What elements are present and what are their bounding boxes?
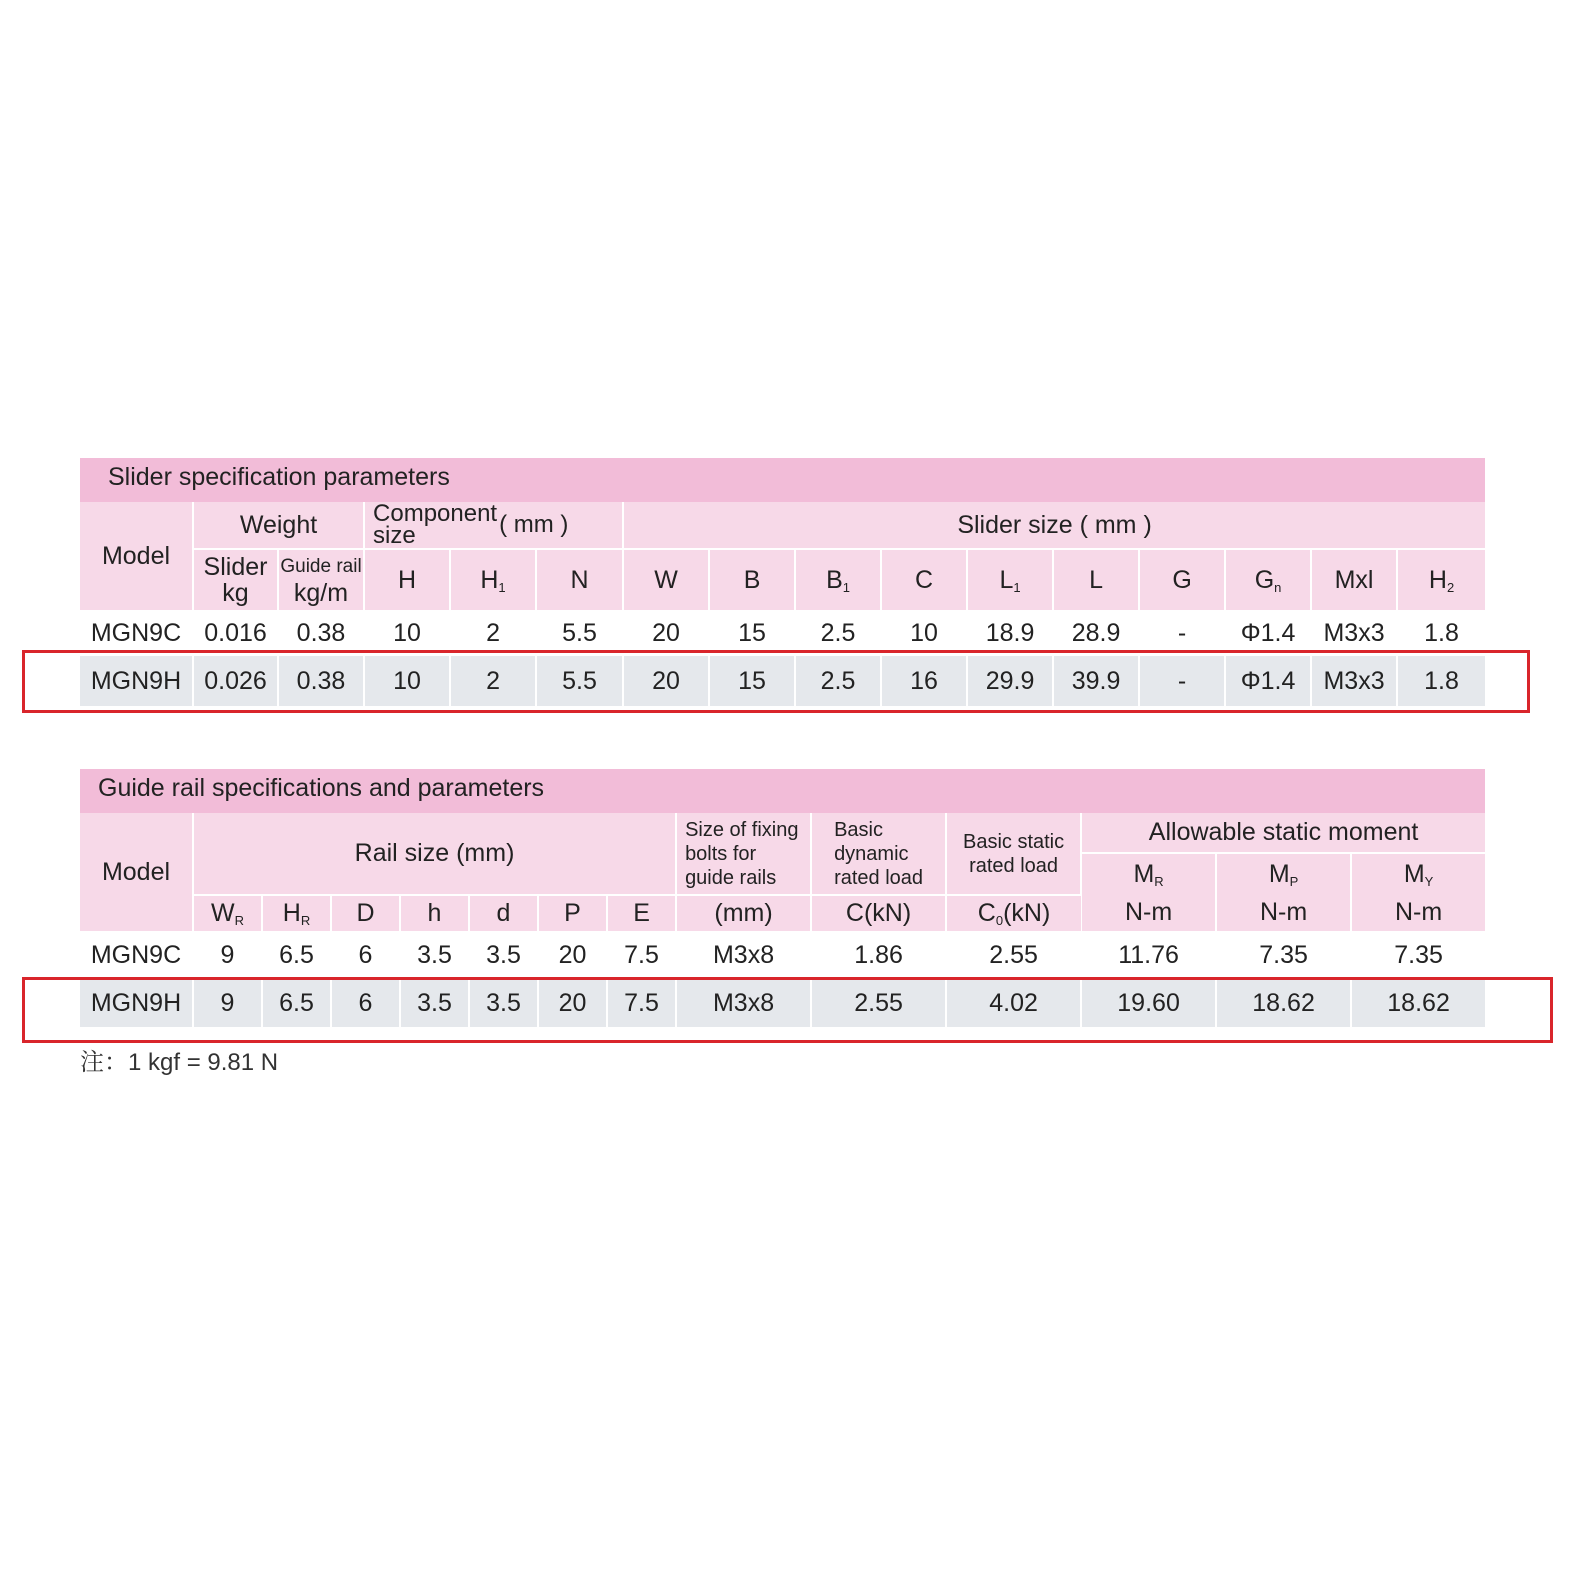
cell: 39.9	[1053, 655, 1139, 707]
cell: 10	[364, 655, 450, 707]
static-load-line1: Basic static	[962, 830, 1065, 853]
col-Gn-sub: n	[1274, 579, 1282, 595]
cell: 3.5	[400, 978, 469, 1028]
cell: 20	[623, 611, 709, 655]
rail-weight-header	[278, 549, 364, 611]
col-H2	[1397, 549, 1485, 611]
col-P: P	[538, 895, 607, 932]
cell: 3.5	[469, 978, 538, 1028]
col-H: H	[364, 549, 450, 611]
slider-table-title: Slider specification parameters	[80, 458, 1485, 502]
col-MR-unit: N-m	[1124, 897, 1173, 926]
col-H1-sub: 1	[498, 579, 506, 595]
rail-weight-label: Guide rail	[280, 556, 362, 577]
col-H1	[450, 549, 536, 611]
weight-header: Weight	[193, 502, 364, 549]
component-size-unit: ( mm )	[499, 511, 569, 538]
col-Gn-label: G	[1254, 565, 1275, 594]
col-MP-sub: P	[1289, 873, 1299, 889]
dynamic-load-line1: Basic	[834, 818, 883, 841]
rail-weight-unit: kg/m	[293, 579, 349, 607]
cell: 29.9	[967, 655, 1053, 707]
cell: Φ1.4	[1225, 611, 1311, 655]
highlight-box-rail	[22, 977, 1553, 1043]
col-HR	[262, 895, 331, 932]
cell: 15	[709, 611, 795, 655]
col-C0-sub: 0	[995, 913, 1004, 928]
slider-weight-header	[193, 549, 278, 611]
slider-size-header: Slider size ( mm )	[623, 502, 1485, 549]
cell: 6.5	[262, 978, 331, 1028]
col-WR-sub: R	[234, 913, 244, 928]
model-header: Model	[80, 502, 193, 611]
col-d: d	[469, 895, 538, 932]
col-C: C	[881, 549, 967, 611]
cell: 7.35	[1216, 932, 1351, 978]
col-L1-sub: 1	[1013, 579, 1021, 595]
col-C0-kN	[946, 895, 1081, 932]
col-HR-label: H	[282, 899, 301, 927]
cell: 2	[450, 611, 536, 655]
component-size-label-a: Component	[373, 502, 498, 527]
cell: 1.86	[811, 932, 946, 978]
col-E: E	[607, 895, 676, 932]
col-B1-sub: 1	[842, 579, 850, 595]
cell: 0.016	[193, 611, 278, 655]
col-H1-label: H	[480, 565, 499, 594]
model-header: Model	[80, 813, 193, 932]
cell: -	[1139, 655, 1225, 707]
col-MP-unit: N-m	[1259, 897, 1308, 926]
cell: 9	[193, 932, 262, 978]
col-B1	[795, 549, 881, 611]
dynamic-load-line3: rated load	[834, 866, 924, 889]
cell: 5.5	[536, 611, 623, 655]
col-MP	[1216, 853, 1351, 932]
dynamic-load-line2: dynamic	[834, 842, 909, 865]
cell: 20	[623, 655, 709, 707]
cell: M3x8	[676, 978, 811, 1028]
col-HR-sub: R	[300, 913, 311, 928]
cell: M3x3	[1311, 611, 1397, 655]
cell: 2.55	[946, 932, 1081, 978]
slider-weight-unit: kg	[222, 579, 249, 607]
cell: 20	[538, 932, 607, 978]
col-MR-sub: R	[1154, 873, 1164, 889]
static-moment-header: Allowable static moment	[1081, 813, 1485, 853]
table-row	[80, 611, 1485, 655]
col-B1-label: B	[826, 565, 843, 594]
rail-table-title: Guide rail specifications and parameters	[80, 769, 1485, 813]
fixing-bolts-line1: Size of fixing	[685, 818, 799, 841]
cell: 7.5	[607, 978, 676, 1028]
cell: MGN9H	[80, 655, 193, 707]
col-MR-label: M	[1133, 859, 1155, 888]
cell: MGN9C	[80, 611, 193, 655]
cell: 5.5	[536, 655, 623, 707]
cell: M3x8	[676, 932, 811, 978]
col-MP-label: M	[1268, 859, 1290, 888]
component-size-header	[364, 502, 623, 549]
col-L: L	[1053, 549, 1139, 611]
col-G: G	[1139, 549, 1225, 611]
fixing-bolts-header	[676, 813, 811, 895]
col-B: B	[709, 549, 795, 611]
cell: 10	[881, 611, 967, 655]
col-MR	[1081, 853, 1216, 932]
cell: MGN9H	[80, 978, 193, 1028]
cell: 19.60	[1081, 978, 1216, 1028]
cell: -	[1139, 611, 1225, 655]
cell: 18.62	[1216, 978, 1351, 1028]
col-bolt-mm: (mm)	[676, 895, 811, 932]
col-WR-label: W	[211, 899, 235, 927]
col-WR	[193, 895, 262, 932]
unit-note: 注：1 kgf = 9.81 N	[80, 1049, 279, 1076]
cell: 0.38	[278, 655, 364, 707]
col-MY-unit: N-m	[1394, 897, 1443, 926]
col-MxI: Mxl	[1311, 549, 1397, 611]
slider-weight-label: Slider	[203, 553, 268, 581]
col-H2-label: H	[1428, 565, 1447, 594]
cell: 6.5	[262, 932, 331, 978]
highlight-box-slider	[22, 650, 1530, 713]
col-L1-label: L	[999, 565, 1014, 594]
cell: 4.02	[946, 978, 1081, 1028]
cell: 18.9	[967, 611, 1053, 655]
rail-size-header: Rail size (mm)	[193, 813, 676, 895]
col-D: D	[331, 895, 400, 932]
col-C-kN: C(kN)	[811, 895, 946, 932]
static-load-header	[946, 813, 1081, 895]
cell: 1.8	[1397, 655, 1485, 707]
cell: 28.9	[1053, 611, 1139, 655]
cell: 6	[331, 932, 400, 978]
cell: 20	[538, 978, 607, 1028]
cell: Φ1.4	[1225, 655, 1311, 707]
col-h: h	[400, 895, 469, 932]
col-W: W	[623, 549, 709, 611]
cell: 2.5	[795, 611, 881, 655]
cell: 9	[193, 978, 262, 1028]
col-MY-label: M	[1403, 859, 1425, 888]
fixing-bolts-line2: bolts for	[685, 842, 757, 865]
col-C0-unit: (kN)	[1003, 899, 1051, 927]
col-Gn	[1225, 549, 1311, 611]
cell: 11.76	[1081, 932, 1216, 978]
table-row	[80, 932, 1485, 978]
dynamic-load-header	[811, 813, 946, 895]
cell: 3.5	[400, 932, 469, 978]
cell: 2	[450, 655, 536, 707]
cell: 0.38	[278, 611, 364, 655]
col-MY	[1351, 853, 1485, 932]
cell: 7.35	[1351, 932, 1485, 978]
col-L1	[967, 549, 1053, 611]
cell: 0.026	[193, 655, 278, 707]
cell: 2.5	[795, 655, 881, 707]
cell: 7.5	[607, 932, 676, 978]
static-load-line2: rated load	[969, 854, 1059, 877]
cell: M3x3	[1311, 655, 1397, 707]
cell: 18.62	[1351, 978, 1485, 1028]
cell: 15	[709, 655, 795, 707]
cell: 10	[364, 611, 450, 655]
fixing-bolts-line3: guide rails	[685, 866, 777, 889]
col-MY-sub: Y	[1424, 873, 1434, 889]
col-C0-label: C	[977, 899, 996, 927]
cell: MGN9C	[80, 932, 193, 978]
cell: 16	[881, 655, 967, 707]
cell: 1.8	[1397, 611, 1485, 655]
cell: 3.5	[469, 932, 538, 978]
cell: 2.55	[811, 978, 946, 1028]
cell: 6	[331, 978, 400, 1028]
col-H2-sub: 2	[1446, 579, 1455, 595]
col-N: N	[536, 549, 623, 611]
component-size-label-b: size	[373, 522, 416, 549]
